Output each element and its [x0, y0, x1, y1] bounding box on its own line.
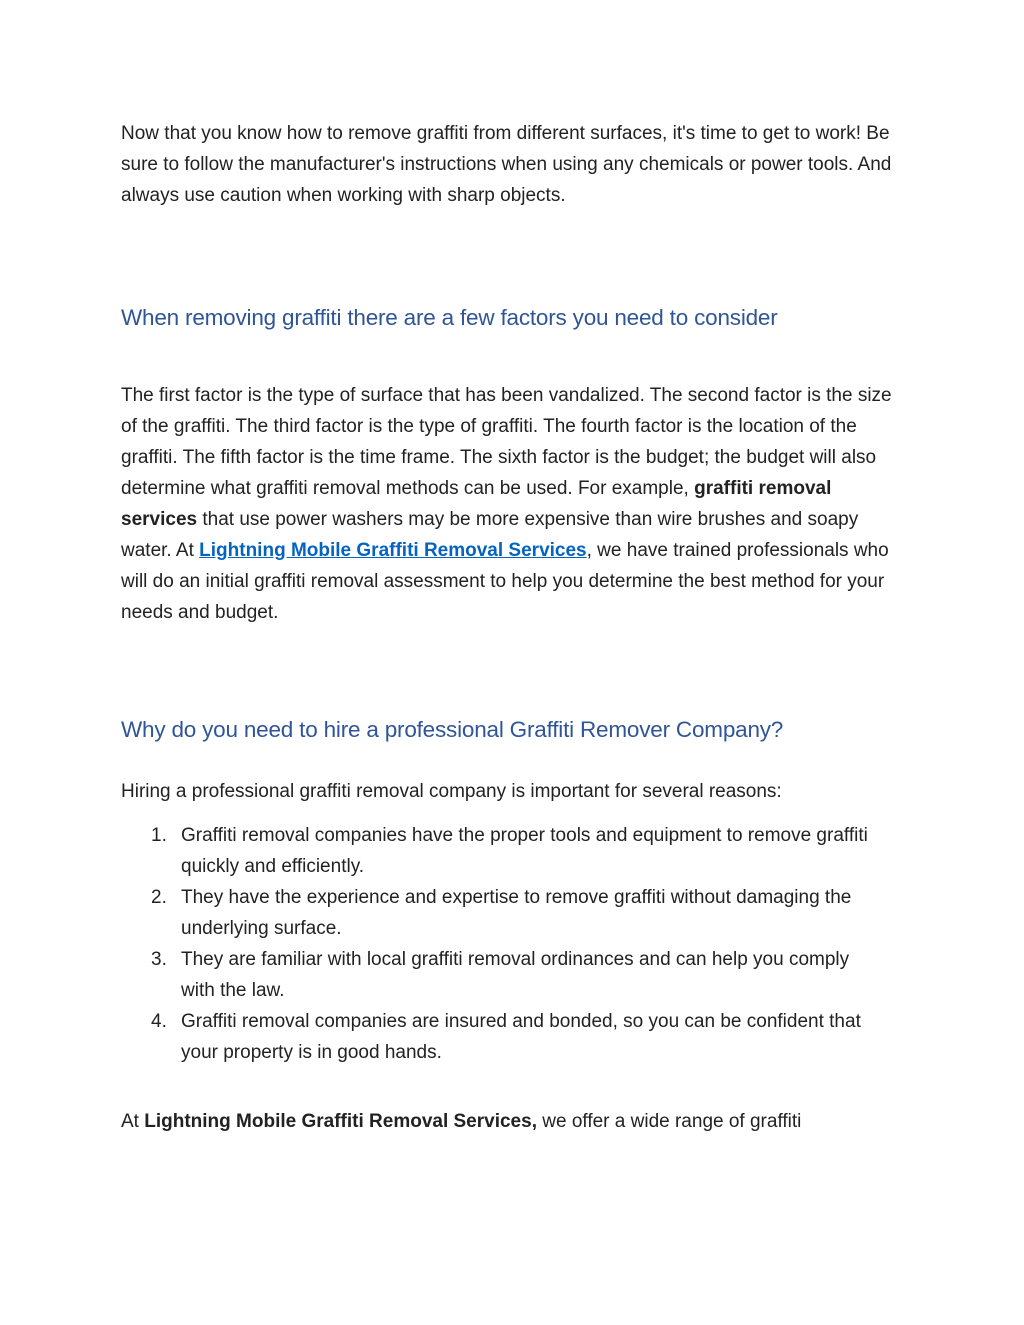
factors-text-2: that use power washers may be more expensive than wire brushes and soapy water. At	[121, 509, 859, 561]
intro-paragraph: Now that you know how to remove graffiti from different surfaces, it's time to get to work! Be sure to follow the manufacturer's instructions when using any chemicals or power tools. And always use caution when working with sharp objects.	[121, 123, 892, 206]
factors-paragraph	[121, 380, 911, 628]
company-name-bold: Lightning Mobile Graffiti Removal Services,	[144, 1111, 537, 1132]
factors-text-1: The first factor is the type of surface that has been vandalized. The second factor is the size of the graffiti. The third factor is the type of graffiti. The fourth factor is the location of the graffiti. The fifth factor is the time frame. The sixth factor is the budget; the budget will also determine what graffiti removal methods can be used. For example,	[121, 385, 892, 499]
reasons-lead: Hiring a professional graffiti removal company is important for several reasons:	[121, 781, 782, 802]
list-item	[151, 820, 911, 882]
closing-prefix: At	[121, 1111, 145, 1132]
why-hire-heading: Why do you need to hire a professional Graffiti Remover Company?	[121, 717, 784, 742]
factors-heading: When removing graffiti there are a few factors you need to consider	[121, 305, 778, 330]
list-item-text: They are familiar with local graffiti removal ordinances and can help you comply with the law.	[181, 949, 850, 1001]
factors-text-3: , we have trained professionals who will do an initial graffiti removal assessment to help you determine the best method for your needs and budget.	[121, 540, 889, 623]
closing-rest: we offer a wide range of graffiti	[536, 1111, 802, 1132]
list-item	[151, 944, 911, 1006]
lightning-mobile-link[interactable]: Lightning Mobile Graffiti Removal Services	[199, 540, 587, 561]
graffiti-removal-services-bold: graffiti removal services	[121, 478, 832, 530]
list-number: 2.	[151, 887, 167, 908]
list-number: 3.	[151, 949, 167, 970]
closing-paragraph	[121, 1106, 911, 1137]
list-item	[151, 1006, 911, 1068]
document-page	[121, 118, 911, 1137]
reasons-list	[121, 820, 911, 1068]
list-item-text: They have the experience and expertise to remove graffiti without damaging the underlying surface.	[181, 887, 852, 939]
list-item	[151, 882, 911, 944]
list-number: 4.	[151, 1011, 167, 1032]
list-item-text: Graffiti removal companies are insured and bonded, so you can be confident that your property is in good hands.	[181, 1011, 861, 1063]
list-item-text: Graffiti removal companies have the proper tools and equipment to remove graffiti quickly and efficiently.	[181, 825, 868, 877]
list-number: 1.	[151, 825, 167, 846]
